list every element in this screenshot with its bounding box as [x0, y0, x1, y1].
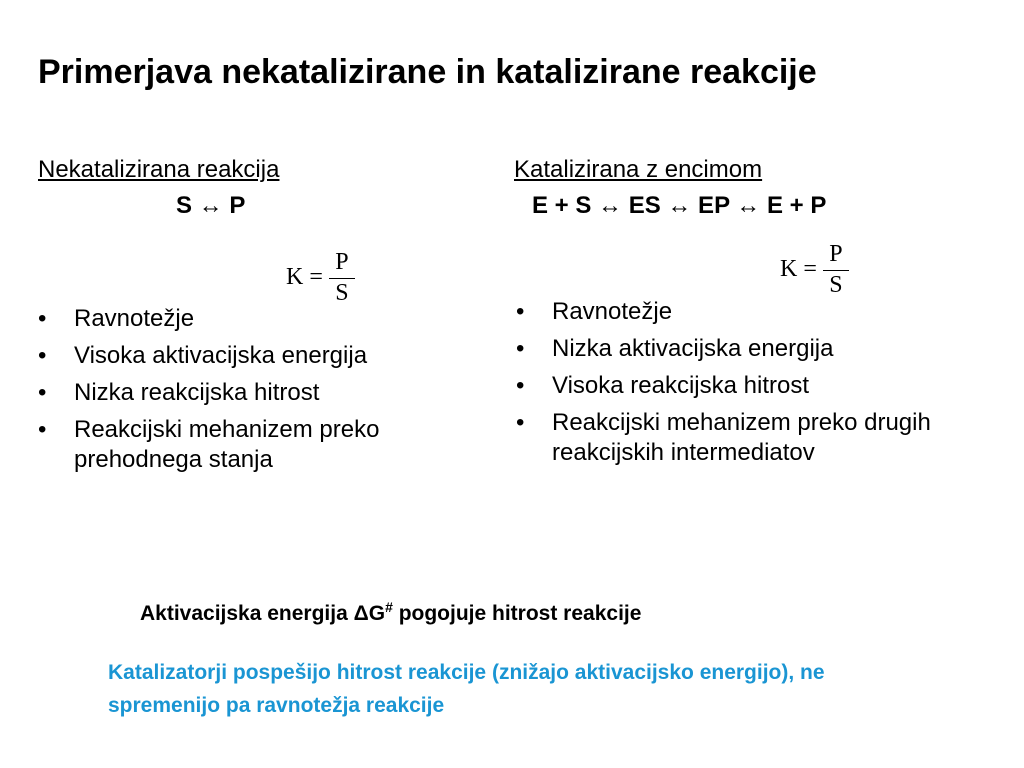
note-superscript: #: [385, 599, 393, 615]
list-item: [36, 378, 486, 408]
right-equilibrium-formula: [780, 242, 849, 297]
right-bullet-list: [514, 297, 974, 475]
list-item-text: Nizka reakcijska hitrost: [74, 379, 320, 406]
formula-lhs: K =: [286, 264, 323, 290]
left-reaction-equation: S ↔ P: [176, 192, 246, 219]
list-item: [514, 371, 974, 401]
list-item-text: Nizka aktivacijska energija: [552, 335, 834, 362]
list-item-text: Reakcijski mehanizem preko drugih reakcijskih intermediatov: [552, 409, 931, 466]
list-item-text: Ravnotežje: [552, 298, 673, 325]
formula-denominator: S: [335, 280, 349, 306]
fraction-bar: [329, 278, 355, 279]
formula-numerator: P: [335, 249, 349, 275]
right-reaction-equation: E + S ↔ ES ↔ EP ↔ E + P: [532, 192, 827, 219]
bullet-icon: •: [516, 409, 525, 436]
list-item-text: Reakcijski mehanizem preko prehodnega stanja: [74, 416, 380, 473]
slide-title: Primerjava nekatalizirane in katalizirane reakcije: [38, 53, 817, 91]
note-text: Aktivacijska energija ΔG: [140, 602, 386, 625]
left-column-heading: Nekatalizirana reakcija: [38, 156, 280, 183]
formula-lhs: K =: [780, 256, 817, 282]
list-item: [514, 408, 974, 468]
formula-fraction: [329, 250, 355, 305]
left-bullet-list: [36, 304, 486, 482]
activation-energy-note: [140, 592, 641, 629]
list-item: [36, 304, 486, 334]
formula-numerator: P: [829, 241, 843, 267]
formula-denominator: S: [829, 272, 843, 298]
right-column-heading: Katalizirana z encimom: [514, 156, 763, 183]
note-text-after: pogojuje hitrost reakcije: [392, 602, 642, 625]
bullet-icon: •: [38, 305, 47, 332]
list-item-text: Ravnotežje: [74, 305, 195, 332]
bullet-icon: •: [516, 372, 525, 399]
catalyst-note: Katalizatorji pospešijo hitrost reakcije (znižajo aktivacijsko energijo), ne spremenijo pa ravnotežja reakcije: [108, 661, 825, 717]
list-item-text: Visoka aktivacijska energija: [74, 342, 368, 369]
bullet-icon: •: [516, 298, 525, 325]
bullet-icon: •: [38, 342, 47, 369]
formula-fraction: [823, 242, 849, 297]
list-item: [514, 297, 974, 327]
list-item: [36, 341, 486, 371]
bullet-icon: •: [38, 379, 47, 406]
list-item-text: Visoka reakcijska hitrost: [552, 372, 809, 399]
fraction-bar: [823, 270, 849, 271]
bullet-icon: •: [516, 335, 525, 362]
list-item: [514, 334, 974, 364]
list-item: [36, 415, 486, 475]
bullet-icon: •: [38, 416, 47, 443]
left-equilibrium-formula: [286, 250, 355, 305]
